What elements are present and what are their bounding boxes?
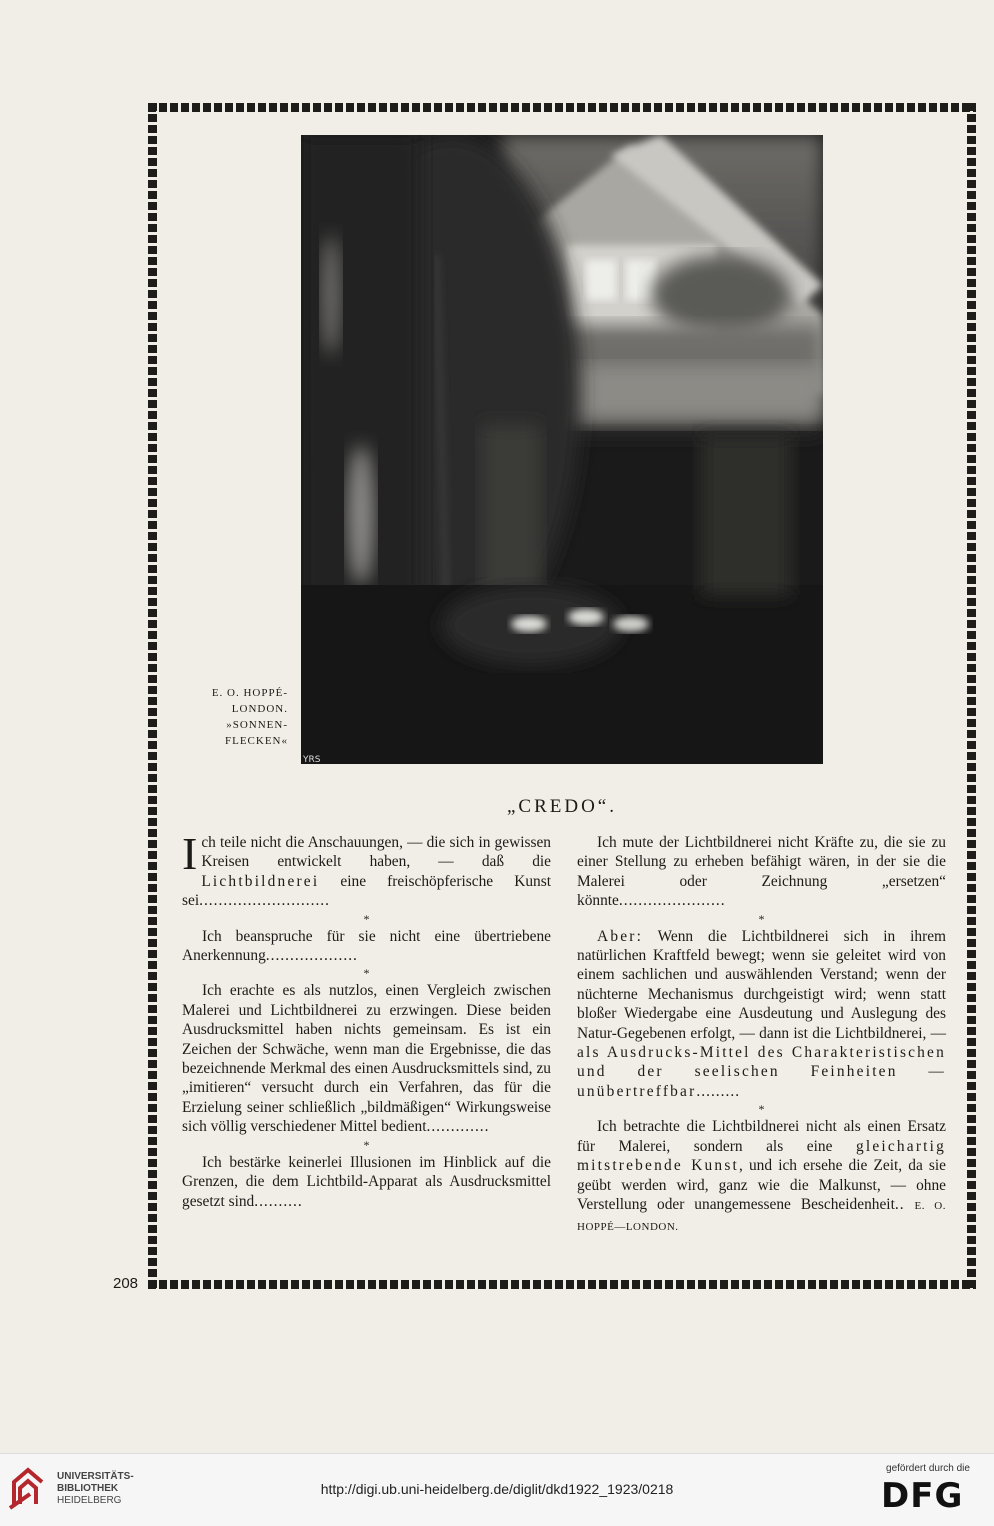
dfg-logo[interactable]: DFG: [881, 1476, 964, 1516]
photo-caption: [196, 685, 288, 749]
section-star: *: [363, 911, 370, 926]
photo-monogram: YRS: [303, 755, 321, 764]
paragraph: Ich erachte es als nutzlos, einen Vergleich zwischen Malerei und Lichtbildnerei zu erzwingen. Diese beiden Ausdrucksmittel haben nichts gemeinsam. Es ist ein Zeichen der Schwäche, wenn man die Ergebnisse, die das bezeichnende Merkmal des einen Ausdrucksmittels sind, zu „imitieren“ versucht durch ein Verfahren, das für die Erzielung seiner schließlich „bildmäßigen“ Wirkungsweise sich völlig verschiedener Mittel bedient.............: [182, 982, 551, 1136]
caption-line: LONDON.: [231, 703, 288, 715]
paragraph: Ich bestärke keinerlei Illusionen im Hinblick auf die Grenzen, die dem Lichtbild-Apparat als Ausdrucksmittel gesetzt sind..........: [182, 1153, 551, 1210]
paragraph: Ich teile nicht die Anschauungen, — die sich in gewissen Kreisen entwickelt haben, — daß die Lichtbildnerei eine freischöpferische Kunst sei...........................: [182, 828, 551, 910]
page-number: 208: [113, 1275, 139, 1292]
decorative-border-left: [148, 103, 157, 1289]
drop-cap: I: [182, 828, 198, 879]
decorative-border-bottom: [148, 1280, 976, 1289]
photo-illustration: [301, 135, 823, 764]
article-title: „CREDO“.: [506, 796, 617, 817]
decorative-border-top: [148, 103, 976, 112]
permalink-url[interactable]: http://digi.ub.uni-heidelberg.de/diglit/dkd1922_1923/0218: [320, 1481, 674, 1497]
paragraph: Aber: Wenn die Lichtbildnerei sich in ihrem natürlichen Kraftfeld bewegt; wenn sie geleitet wird von einem sachlichen und auswählenden Verstand; wenn der nüchterne Mechanismus durchgeistigt wird; wenn statt bloßer Wiedergabe eine Ausdeutung und Auslegung des Natur-Gegebenen erfolgt, — dann ist die Lichtbildnerei, — als Ausdrucks-Mittel des Charakteristischen und der seelischen Feinheiten — unübertreffbar.........: [577, 927, 946, 1100]
decorative-border-right: [967, 103, 976, 1289]
section-star: *: [363, 1137, 370, 1152]
right-column: [577, 833, 946, 1238]
photograph-sonnenflecken: [301, 135, 823, 764]
institution-name[interactable]: UNIVERSITÄTS- BIBLIOTHEK HEIDELBERG: [57, 1471, 134, 1506]
paragraph: Ich betrachte die Lichtbildnerei nicht als einen Ersatz für Malerei, sondern als eine gleichartig mitstrebende Kunst, und ich ersehe die Zeit, da sie geübt werden wird, ganz wie die Malkunst, — ohne Verstellung oder unangemessene Bescheidenheit.. E. O. HOPPÉ—LONDON.: [577, 1118, 946, 1234]
author-signature: E. O. HOPPÉ—LONDON.: [577, 1199, 946, 1234]
caption-line: E. O. HOPPÉ-: [211, 687, 288, 699]
left-column: [182, 828, 551, 1211]
section-star: *: [758, 1102, 765, 1117]
caption-line: FLECKEN«: [225, 735, 288, 747]
paragraph: Ich beanspruche für sie nicht eine übertriebene Anerkennung...................: [182, 927, 551, 965]
caption-line: »SONNEN-: [226, 719, 288, 731]
viewer-footer: [0, 1453, 994, 1526]
section-star: *: [363, 966, 370, 981]
sponsor-label: gefördert durch die: [886, 1463, 970, 1474]
paragraph: Ich mute der Lichtbildnerei nicht Kräfte zu, die sie zu einer Stellung zu erheben befähigt wären, in der sie die Malerei oder Zeichnung „ersetzen“ könnte......................: [577, 834, 946, 910]
section-star: *: [758, 911, 765, 926]
